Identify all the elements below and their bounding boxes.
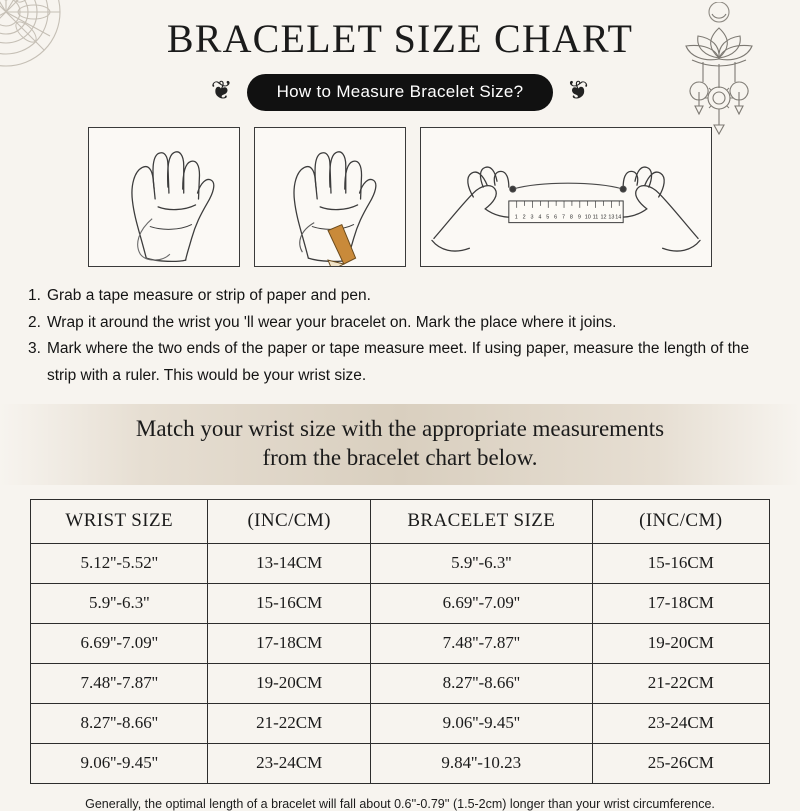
table-row [31, 543, 770, 583]
match-size-banner [0, 404, 800, 485]
table-row [31, 623, 770, 663]
step-text: Wrap it around the wrist you 'll wear your bracelet on. Mark the place where it joins. [46, 313, 617, 331]
cell-bracelet-cm: 23-24CM [592, 703, 769, 743]
cell-bracelet-inch: 8.27''-8.66'' [370, 663, 592, 703]
illustration-row [0, 127, 800, 267]
measure-question-pill: How to Measure Bracelet Size? [247, 74, 554, 111]
cell-wrist-cm: 21-22CM [208, 703, 371, 743]
hand-with-string-illustration [88, 127, 240, 267]
step-number: 2. [28, 313, 41, 331]
banner-line-2: from the bracelet chart below. [262, 445, 538, 471]
cell-bracelet-inch: 9.06''-9.45'' [370, 703, 592, 743]
svg-text:7: 7 [562, 214, 566, 221]
svg-text:14: 14 [615, 214, 622, 221]
cell-wrist-inch: 6.69''-7.09'' [31, 623, 208, 663]
instruction-steps [28, 283, 772, 390]
cell-wrist-cm: 19-20CM [208, 663, 371, 703]
cell-bracelet-inch: 5.9''-6.3'' [370, 543, 592, 583]
svg-text:5: 5 [546, 214, 550, 221]
banner-line-1: Match your wrist size with the appropriate measurements [135, 415, 665, 441]
svg-text:10: 10 [584, 214, 591, 221]
svg-text:6: 6 [554, 214, 558, 221]
cell-wrist-inch: 5.9''-6.3'' [31, 583, 208, 623]
step-text: Mark where the two ends of the paper or tape measure meet. If using paper, measure the length of the strip with a ruler. This would be your wrist size. [46, 340, 750, 384]
cell-bracelet-inch: 7.48''-7.87'' [370, 623, 592, 663]
table-row [31, 703, 770, 743]
svg-text:9: 9 [577, 214, 581, 221]
cell-wrist-cm: 17-18CM [208, 623, 371, 663]
footnote-text: Generally, the optimal length of a bracelet will fall about 0.6''-0.79'' (1.5-2cm) longer than your wrist circumference. [85, 796, 715, 811]
size-chart-table [30, 499, 770, 784]
header-wrist-size: WRIST SIZE [31, 499, 208, 543]
hand-with-pencil-illustration [254, 127, 406, 267]
cell-bracelet-cm: 21-22CM [592, 663, 769, 703]
table-row [31, 743, 770, 783]
cell-bracelet-inch: 9.84''-10.23 [370, 743, 592, 783]
cell-bracelet-cm: 15-16CM [592, 543, 769, 583]
svg-text:1: 1 [514, 214, 518, 221]
cell-bracelet-cm: 17-18CM [592, 583, 769, 623]
table-row [31, 663, 770, 703]
subheading-row [0, 74, 800, 111]
svg-text:11: 11 [592, 214, 599, 221]
cell-bracelet-cm: 19-20CM [592, 623, 769, 663]
table-row [31, 583, 770, 623]
svg-text:13: 13 [608, 214, 615, 221]
header-bracelet-size: BRACELET SIZE [370, 499, 592, 543]
cell-bracelet-inch: 6.69''-7.09'' [370, 583, 592, 623]
svg-text:4: 4 [538, 214, 542, 221]
cell-wrist-cm: 13-14CM [208, 543, 371, 583]
list-item [28, 336, 772, 389]
step-text: Grab a tape measure or strip of paper and pen. [46, 287, 371, 304]
flourish-left-icon: ❦ [210, 75, 233, 105]
cell-bracelet-cm: 25-26CM [592, 743, 769, 783]
header-bracelet-units: (INC/CM) [592, 499, 769, 543]
cell-wrist-inch: 9.06''-9.45'' [31, 743, 208, 783]
cell-wrist-inch: 7.48''-7.87'' [31, 663, 208, 703]
table-header-row [31, 499, 770, 543]
step-number: 1. [28, 287, 41, 304]
cell-wrist-inch: 8.27''-8.66'' [31, 703, 208, 743]
hands-with-ruler-illustration [420, 127, 712, 267]
svg-text:3: 3 [530, 214, 534, 221]
list-item [28, 310, 772, 337]
step-number: 3. [28, 340, 41, 358]
list-item [28, 283, 772, 310]
cell-wrist-cm: 15-16CM [208, 583, 371, 623]
cell-wrist-inch: 5.12''-5.52'' [31, 543, 208, 583]
flourish-right-icon: ❦ [567, 75, 590, 105]
svg-text:2: 2 [522, 214, 526, 221]
header-wrist-units: (INC/CM) [208, 499, 371, 543]
svg-text:12: 12 [600, 214, 607, 221]
page-title: BRACELET SIZE CHART [166, 16, 634, 61]
cell-wrist-cm: 23-24CM [208, 743, 371, 783]
svg-text:8: 8 [569, 214, 573, 221]
